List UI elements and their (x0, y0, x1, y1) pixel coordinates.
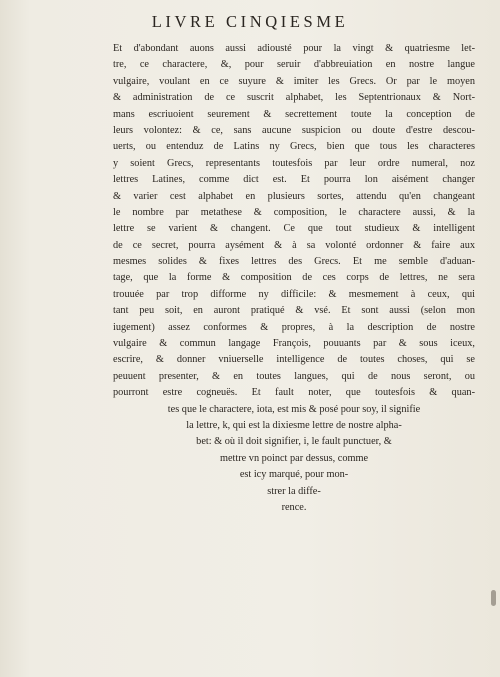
text-line: mesmes solides & fixes lettres des Grecs. Et me semble d'aduan- (113, 256, 475, 268)
text-line: tes que le charactere, iota, est mis & posé pour soy, il signifie (167, 403, 421, 415)
text-line: rence. (281, 501, 307, 513)
text-line: lettre se varient & changent. Ce que tout studieux & intelligent (113, 223, 475, 235)
text-line: iugement) assez conformes & propres, à la description de nostre (113, 321, 475, 333)
text-line: uerts, ou entenduz de Latins ny Grecs, bien que tous les characteres (113, 141, 475, 153)
text-line: & administration de ce suscrit alphabet, les Septentrionaux & Nort- (113, 92, 475, 104)
text-line: Et d'abondant auons aussi adiousté pour la vingt & quatriesme let- (113, 43, 475, 54)
page-edge-mark (491, 590, 496, 606)
text-line: leurs volontez: & ce, sans aucune suspicion ou doute d'estre descou- (113, 124, 475, 136)
page-body (113, 41, 475, 516)
text-line: trouuée par trop difforme ny difficile: & mesmement à ceux, qui (113, 288, 475, 300)
text-line: la lettre, k, qui est la dixiesme lettre de nostre alpha- (186, 419, 402, 431)
text-line: peuuent presenter, & en toutes langues, qui de nous seront, ou (113, 370, 475, 382)
text-line: est icy marqué, pour mon- (239, 469, 349, 481)
text-line: tant peu soit, en auront pratiqué & vsé. Et sont aussi (selon mon (113, 305, 475, 317)
text-line: bet: & où il doit signifier, i, le fault punctuer, & (196, 436, 392, 448)
text-line: tage, que la forme & composition de ces corps de lettres, ne sera (113, 272, 475, 284)
text-line: escrire, & donner vniuerselle intelligence de toutes choses, qui se (113, 354, 475, 366)
text-line: strer la diffe- (267, 485, 321, 497)
text-line: pourront estre cogneuës. Et fault noter, que toutesfois & quan- (113, 387, 475, 399)
text-line: y soient Grecs, representants toutesfois par leur ordre numeral, noz (113, 157, 475, 169)
text-line: tre, ce charactere, &, pour seruir d'abbreuiation en nostre langue (113, 59, 475, 71)
text-line: mans escriuoient seurement & secrettement toute la conception de (113, 108, 475, 120)
text-line: & varier cest alphabet en plusieurs sortes, attendu qu'en changeant (113, 190, 475, 202)
running-head: LIVRE CINQIESME (151, 12, 349, 31)
text-line: lettres Latines, comme dict est. Et pourra lon aisément changer (113, 174, 475, 186)
text-line: vulgaire, voulant en ce suyure & imiter les Grecs. Or par le moyen (113, 75, 475, 87)
text-line: de ce secret, pourra aysément & à sa volonté ordonner & faire aux (113, 239, 475, 251)
text-line: mettre vn poinct par dessus, comme (219, 452, 369, 464)
text-line: le nombre par metathese & composition, le charactere aussi, & la (113, 206, 475, 218)
text-line: vulgaire & commun langage François, pouuants par & sous iceux, (113, 338, 475, 350)
